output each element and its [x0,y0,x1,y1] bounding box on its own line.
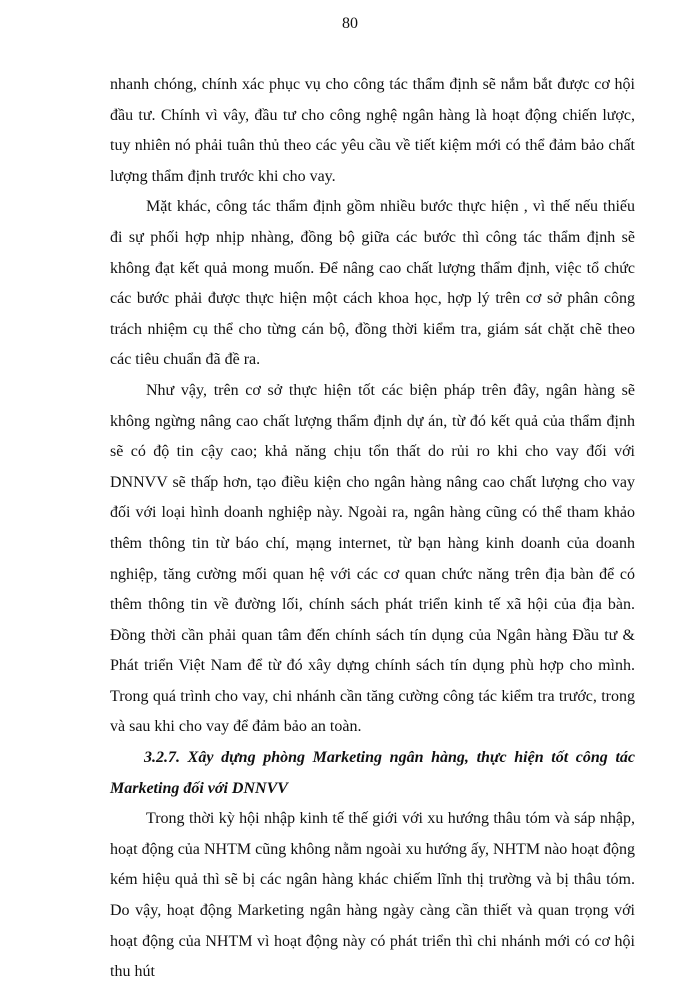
section-heading: 3.2.7. Xây dựng phòng Marketing ngân hàng, thực hiện tốt công tác Marketing đối với DNNVV [110,749,635,797]
paragraph-appraisal-steps: Mặt khác, công tác thẩm định gồm nhiều bước thực hiện , vì thế nếu thiếu đi sự phối hợp nhịp nhàng, đồng bộ giữa các bước thì công tác thẩm định sẽ không đạt kết quả mong muốn. Để nâng cao chất lượng thẩm định, việc tổ chức các bước phải được thực hiện một cách khoa học, hợp lý trên cơ sở phân công trách nhiệm cụ thể cho từng cán bộ, đồng thời kiểm tra, giám sát chặt chẽ theo các tiêu chuẩn đã đề ra. [110,198,635,369]
page-body [110,70,635,988]
page-number: 80 [342,15,358,32]
paragraph-continuation: nhanh chóng, chính xác phục vụ cho công tác thẩm định sẽ nắm bắt được cơ hội đầu tư. Chính vì vây, đầu tư cho công nghệ ngân hàng là hoạt động chiến lược, tuy nhiên nó phải tuân thủ theo các yêu cầu về tiết kiệm mới có thể đảm bảo chất lượng thẩm định trước khi cho vay. [110,76,635,185]
paragraph-marketing: Trong thời kỳ hội nhập kinh tế thế giới với xu hướng thâu tóm và sáp nhập, hoạt động của NHTM cũng không nằm ngoài xu hướng ấy, NHTM nào hoạt động kém hiệu quả thì sẽ bị các ngân hàng khác chiếm lĩnh thị trường và bị thâu tóm. Do vậy, hoạt động Marketing ngân hàng ngày càng cần thiết và quan trọng với hoạt động của NHTM vì hoạt động này có phát triển thì chi nhánh mới có cơ hội thu hút [110,810,635,981]
paragraph-appraisal-quality: Như vậy, trên cơ sở thực hiện tốt các biện pháp trên đây, ngân hàng sẽ không ngừng nâng cao chất lượng thẩm định dự án, từ đó kết quả của thẩm định sẽ có độ tin cậy cao; khả năng chịu tổn thất do rủi ro khi cho vay đối với DNNVV sẽ thấp hơn, tạo điều kiện cho ngân hàng nâng cao chất lượng cho vay đối với loại hình doanh nghiệp này. Ngoài ra, ngân hàng cũng có thể tham khảo thêm thông tin từ báo chí, mạng internet, từ bạn hàng kinh doanh của doanh nghiệp, tăng cường mối quan hệ với các cơ quan chức năng trên địa bàn để có thêm thông tin về đường lối, chính sách phát triển kinh tế xã hội của địa bàn. Đồng thời cần phải quan tâm đến chính sách tín dụng của Ngân hàng Đầu tư & Phát triển Việt Nam để từ đó xây dựng chính sách tín dụng phù hợp cho mình. Trong quá trình cho vay, chi nhánh cần tăng cường công tác kiểm tra trước, trong và sau khi cho vay để đảm bảo an toàn. [110,381,635,736]
